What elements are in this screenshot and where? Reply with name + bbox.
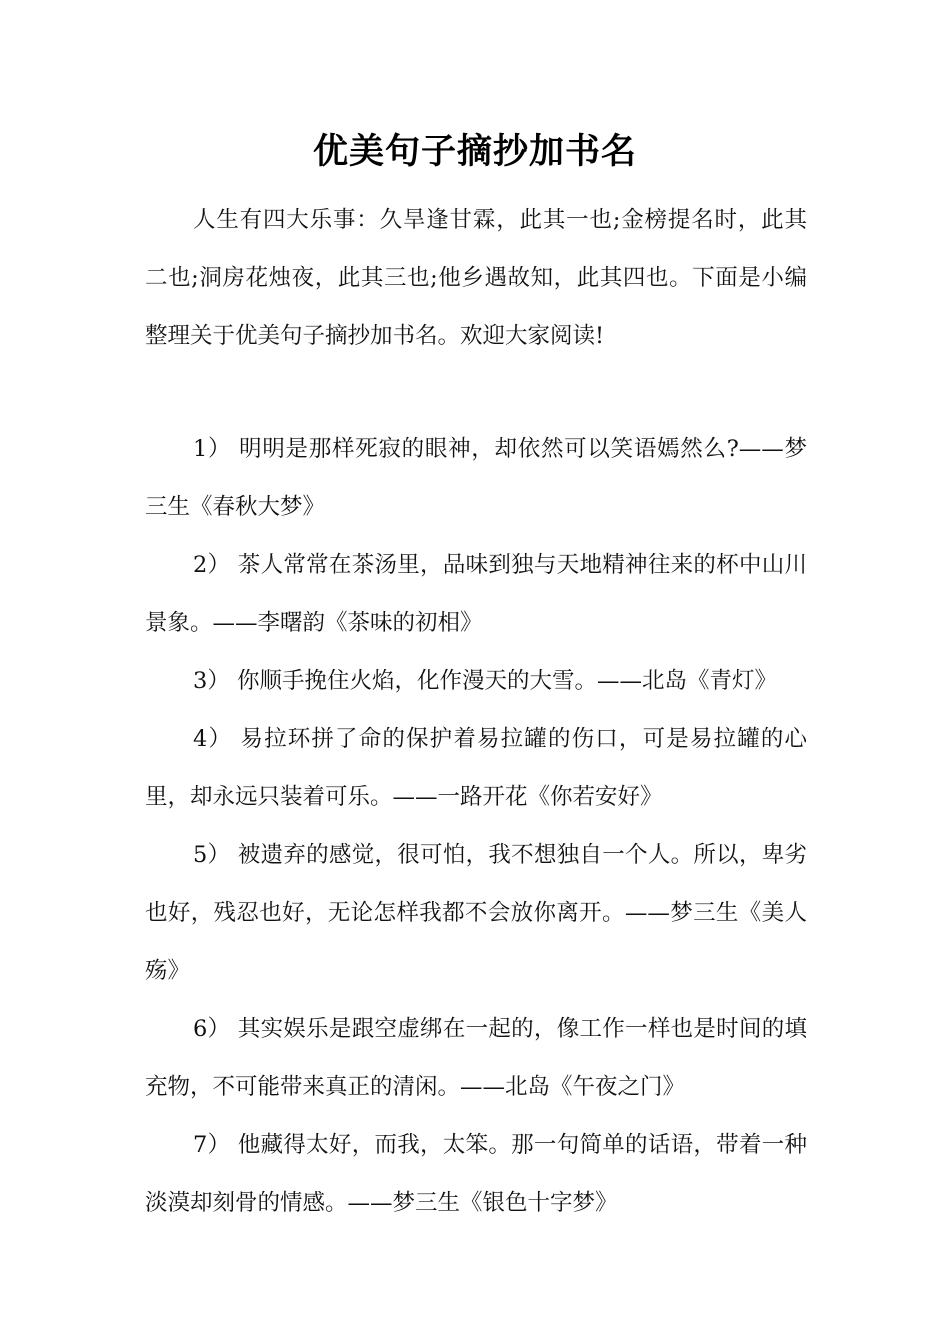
quote-item: 7） 他藏得太好，而我，太笨。那一句简单的话语，带着一种淡漠却刻骨的情感。——梦三生《银色十字梦》 xyxy=(145,1132,807,1216)
quote-item: 2） 茶人常常在茶汤里，品味到独与天地精神往来的杯中山川景象。——李曙韵《茶味的初相》 xyxy=(145,552,807,636)
quote-item: 6） 其实娱乐是跟空虚绑在一起的，像工作一样也是时间的填充物，不可能带来真正的清闲。——北岛《午夜之门》 xyxy=(145,1016,807,1100)
quote-item: 3） 你顺手挽住火焰，化作漫天的大雪。——北岛《青灯》 xyxy=(193,668,777,694)
quote-item: 5） 被遗弃的感觉，很可怕，我不想独自一个人。所以，卑劣也好，残忍也好，无论怎样我都不会放你离开。——梦三生《美人殇》 xyxy=(145,842,807,984)
quote-list xyxy=(145,420,807,1232)
document-title: 优美句子摘抄加书名 xyxy=(312,131,637,172)
quote-item: 1） 明明是那样死寂的眼神，却依然可以笑语嫣然么?——梦三生《春秋大梦》 xyxy=(145,436,807,520)
intro-paragraph: 人生有四大乐事：久旱逢甘霖，此其一也;金榜提名时，此其二也;洞房花烛夜，此其三也;他乡遇故知，此其四也。下面是小编整理关于优美句子摘抄加书名。欢迎大家阅读! xyxy=(145,207,807,349)
quote-item: 4） 易拉环拼了命的保护着易拉罐的伤口，可是易拉罐的心里，却永远只装着可乐。——一路开花《你若安好》 xyxy=(145,726,807,810)
